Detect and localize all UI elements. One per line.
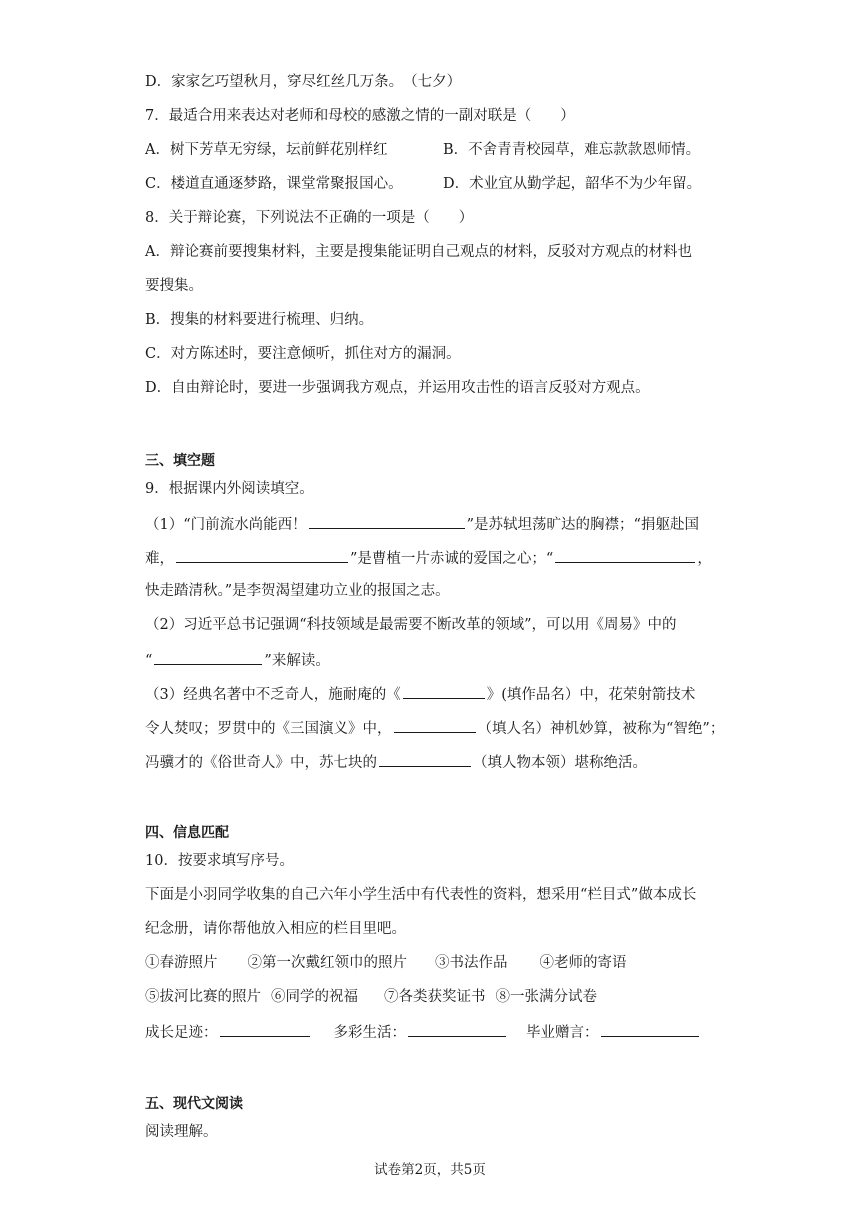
q8-option-a-line1: A．辩论赛前要搜集材料，主要是搜集能证明自己观点的材料，反驳对方观点的材料也 <box>145 244 692 260</box>
q8-option-c: C．对方陈述时，要注意倾听，抓住对方的漏洞。 <box>145 346 461 362</box>
reading-instruction: 阅读理解。 <box>145 1124 218 1140</box>
q7-option-a: A．树下芳草无穷绿，坛前鲜花别样红 <box>145 142 388 158</box>
list-item: ④老师的寄语 <box>539 955 627 971</box>
q9-part2-line2: “ ”来解读。 <box>145 649 330 671</box>
q9-part1-line1: （1）“门前流水尚能西！ ”是苏轼坦荡旷达的胸襟；“捐躯赴国 <box>145 513 699 535</box>
q9-part3-line3: 冯骥才的《俗世奇人》中，苏七块的 （填人物本领）堪称绝活。 <box>145 751 647 773</box>
blank-line[interactable] <box>394 717 476 733</box>
q10-categories <box>145 1021 701 1043</box>
category-label: 多彩生活： <box>333 1025 406 1041</box>
q6-option-d: D．家家乞巧望秋月，穿尽红丝几万条。 （七夕） <box>145 74 462 90</box>
blank-line[interactable] <box>176 547 348 563</box>
blank-line[interactable] <box>309 513 465 529</box>
blank-line[interactable] <box>601 1021 699 1037</box>
q9-part3-line1: （3）经典名著中不乏奇人，施耐庵的《 》(填作品名）中，花荣射箭技术 <box>145 683 695 705</box>
category-label: 毕业赠言： <box>526 1025 599 1041</box>
q9-part2-line1: （2）习近平总书记强调“科技领域是最需要不断改革的领域”，可以用《周易》中的 <box>145 617 677 633</box>
blank-line[interactable] <box>408 1021 506 1037</box>
list-item: ⑥同学的祝福 <box>271 989 358 1005</box>
page-footer: 试卷第2页，共5页 <box>374 1162 486 1178</box>
q10-desc-line2: 纪念册，请你帮他放入相应的栏目里吧。 <box>145 921 406 937</box>
list-item: ⑧一张满分试卷 <box>495 989 597 1005</box>
question-9: 9．根据课内外阅读填空。 <box>145 481 314 497</box>
question-10: 10．按要求填写序号。 <box>145 853 294 869</box>
list-item: ⑤拔河比赛的照片 <box>145 989 261 1005</box>
q10-items-row2 <box>145 987 597 1007</box>
q7-option-d: D．术业宜从勤学起，韶华不为少年留。 <box>443 176 702 192</box>
question-7: 7．最适合用来表达对老师和母校的感激之情的一副对联是（ ） <box>145 108 575 124</box>
list-item: ③书法作品 <box>435 955 508 971</box>
blank-line[interactable] <box>555 547 695 563</box>
q8-option-d: D．自由辩论时，要进一步强调我方观点，并运用攻击性的语言反驳对方观点。 <box>145 380 650 396</box>
q9-part1-line2: 难， ”是曹植一片赤诚的爱国之心；“ ， <box>145 547 712 569</box>
list-item: ⑦各类获奖证书 <box>384 989 486 1005</box>
q9-part1-line3: 快走踏清秋。”是李贺渴望建功立业的报国之志。 <box>145 583 450 599</box>
blank-line[interactable] <box>403 683 485 699</box>
q10-desc-line1: 下面是小羽同学收集的自己六年小学生活中有代表性的资料，想采用“栏目式”做本成长 <box>145 887 697 903</box>
q7-option-b: B．不舍青青校园草，难忘款款恩师情。 <box>443 142 701 158</box>
section-fill-blank-heading: 三、填空题 <box>145 453 215 469</box>
list-item: ②第一次戴红领巾的照片 <box>247 955 407 971</box>
q8-option-a-line2: 要搜集。 <box>145 278 203 294</box>
category-label: 成长足迹： <box>145 1025 218 1041</box>
question-8: 8．关于辩论赛，下列说法不正确的一项是（ ） <box>145 210 474 226</box>
q9-part3-line2: 令人焚叹；罗贯中的《三国演义》中， （填人名）神机妙算，被称为“智绝”； <box>145 717 724 739</box>
q10-items-row1 <box>145 953 627 973</box>
q8-option-b: B．搜集的材料要进行梳理、归纳。 <box>145 312 374 328</box>
blank-line[interactable] <box>220 1021 310 1037</box>
q7-option-c: C．楼道直通逐梦路，课堂常聚报国心。 <box>145 176 403 192</box>
blank-line[interactable] <box>379 751 471 767</box>
blank-line[interactable] <box>154 649 262 665</box>
list-item: ①春游照片 <box>145 955 218 971</box>
section-matching-heading: 四、信息匹配 <box>145 825 229 841</box>
section-reading-heading: 五、现代文阅读 <box>145 1096 243 1112</box>
